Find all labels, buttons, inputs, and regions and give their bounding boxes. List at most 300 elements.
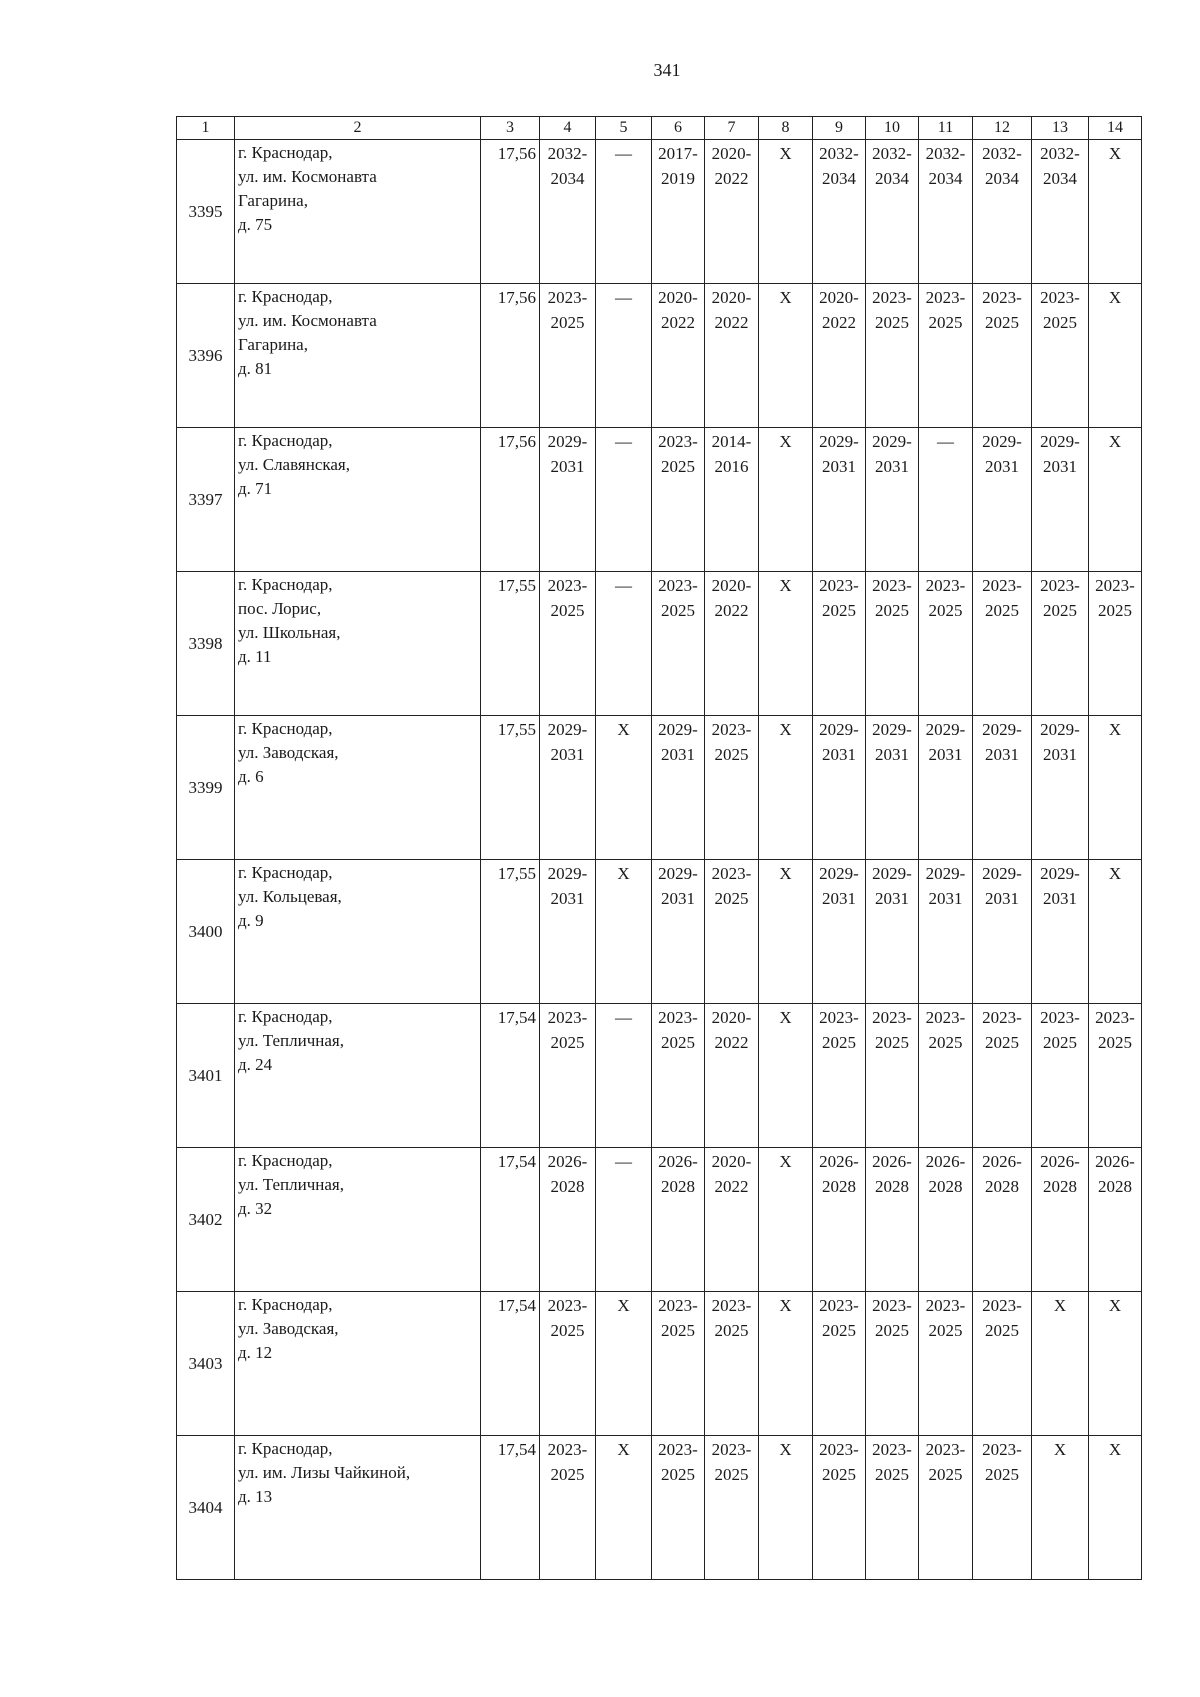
table-row <box>177 1148 1142 1292</box>
period-cell <box>759 1148 813 1292</box>
period-cell <box>866 1148 919 1292</box>
period-line: X <box>1108 864 1122 883</box>
period-line: 2025 <box>661 1321 695 1340</box>
period-cell <box>813 284 866 428</box>
table-row <box>177 140 1142 284</box>
period-line: 2025 <box>550 1033 585 1052</box>
period-cell <box>813 572 866 716</box>
period-line: X <box>779 1440 792 1459</box>
period-line: 2025 <box>985 1033 1019 1052</box>
period-line: 2023- <box>925 576 966 595</box>
address-line: д. 32 <box>238 1199 273 1218</box>
period-line: 2022 <box>822 313 856 332</box>
period-cell <box>596 716 652 860</box>
period-cell <box>1089 1148 1142 1292</box>
period-line: 2029- <box>547 720 588 739</box>
period-line: 2020- <box>711 288 752 307</box>
row-number: 3397 <box>177 428 235 572</box>
period-line: — <box>615 288 632 307</box>
address-line: ул. Тепличная, <box>238 1031 344 1050</box>
period-cell <box>540 572 596 716</box>
period-cell <box>866 428 919 572</box>
period-line: 2026- <box>658 1152 698 1171</box>
period-line: X <box>1108 720 1122 739</box>
period-cell <box>705 1004 759 1148</box>
period-line: 2023- <box>925 1008 966 1027</box>
address-line: ул. им. Лизы Чайкиной, <box>238 1463 411 1482</box>
address-cell <box>235 716 481 860</box>
address-line: д. 75 <box>238 215 273 234</box>
period-line: 2023- <box>547 288 588 307</box>
address-cell <box>235 140 481 284</box>
col-header: 10 <box>866 117 919 140</box>
row-number: 3395 <box>177 140 235 284</box>
period-line: 2023- <box>872 576 912 595</box>
period-cell <box>813 1436 866 1580</box>
period-line: X <box>1053 1440 1067 1459</box>
period-cell <box>759 716 813 860</box>
period-cell <box>540 1436 596 1580</box>
period-line: X <box>1108 288 1122 307</box>
period-line: 2023- <box>872 1440 912 1459</box>
period-cell <box>866 572 919 716</box>
row-number: 3401 <box>177 1004 235 1148</box>
period-cell <box>973 572 1032 716</box>
period-line: 2025 <box>875 1465 909 1484</box>
period-line: 2031 <box>661 889 695 908</box>
row-number: 3399 <box>177 716 235 860</box>
period-line: 2026- <box>1095 1152 1135 1171</box>
period-cell <box>540 428 596 572</box>
period-cell <box>973 428 1032 572</box>
period-cell <box>1032 1292 1089 1436</box>
period-cell <box>705 1436 759 1580</box>
address-cell <box>235 284 481 428</box>
address-cell <box>235 572 481 716</box>
address-cell <box>235 1292 481 1436</box>
period-cell <box>540 1148 596 1292</box>
col-header: 5 <box>596 117 652 140</box>
period-cell <box>596 1292 652 1436</box>
table-row <box>177 284 1142 428</box>
period-line: 2025 <box>714 889 749 908</box>
period-line: — <box>937 432 954 451</box>
period-cell <box>973 860 1032 1004</box>
period-cell <box>652 1436 705 1580</box>
period-line: 2025 <box>661 1033 695 1052</box>
period-line: 2025 <box>1043 313 1077 332</box>
period-line: 2023- <box>547 1440 588 1459</box>
period-line: 2019 <box>661 169 695 188</box>
period-cell <box>652 284 705 428</box>
period-line: 2029- <box>819 720 859 739</box>
period-cell <box>1089 1436 1142 1580</box>
period-cell <box>759 1004 813 1148</box>
period-cell <box>1089 716 1142 860</box>
table-body <box>177 140 1142 1580</box>
period-line: 2029- <box>1040 720 1080 739</box>
address-line: ул. Тепличная, <box>238 1175 344 1194</box>
period-line: 2023- <box>819 1440 859 1459</box>
period-line: 2023- <box>658 1296 698 1315</box>
period-cell <box>1032 428 1089 572</box>
period-cell <box>596 1004 652 1148</box>
col-header: 8 <box>759 117 813 140</box>
address-line: д. 81 <box>238 359 273 378</box>
period-line: X <box>779 1008 792 1027</box>
period-line: 2020- <box>711 144 752 163</box>
period-line: 2025 <box>1098 601 1132 620</box>
address-line: д. 6 <box>238 767 264 786</box>
period-cell <box>759 140 813 284</box>
period-line: 2025 <box>550 601 585 620</box>
period-cell <box>705 140 759 284</box>
address-line: ул. им. Космонавта <box>238 167 377 186</box>
period-cell <box>1032 284 1089 428</box>
address-line: г. Краснодар, <box>238 575 333 594</box>
period-line: 2031 <box>822 889 856 908</box>
period-cell <box>652 1004 705 1148</box>
period-cell <box>652 572 705 716</box>
period-line: 2020- <box>711 576 752 595</box>
period-line: 2034 <box>875 169 909 188</box>
period-line: 2025 <box>714 1465 749 1484</box>
table-row <box>177 428 1142 572</box>
period-line: 2025 <box>928 1033 963 1052</box>
period-line: 2032- <box>872 144 912 163</box>
address-line: г. Краснодар, <box>238 1007 333 1026</box>
period-line: 2026- <box>1040 1152 1080 1171</box>
period-cell <box>705 1292 759 1436</box>
period-cell <box>759 1436 813 1580</box>
period-cell <box>866 1004 919 1148</box>
address-line: г. Краснодар, <box>238 1295 333 1314</box>
period-cell <box>705 284 759 428</box>
period-cell <box>919 1148 973 1292</box>
period-line: 2025 <box>928 601 963 620</box>
address-line: д. 13 <box>238 1487 273 1506</box>
period-line: 2029- <box>982 864 1022 883</box>
address-line: ул. Школьная, <box>238 623 341 642</box>
col-header: 14 <box>1089 117 1142 140</box>
table-row <box>177 860 1142 1004</box>
period-line: 2028 <box>661 1177 695 1196</box>
period-line: X <box>779 1152 792 1171</box>
col-header: 12 <box>973 117 1032 140</box>
period-line: X <box>779 720 792 739</box>
period-line: 2032- <box>925 144 966 163</box>
period-line: X <box>779 576 792 595</box>
period-line: 2032- <box>1040 144 1080 163</box>
period-cell <box>1032 1004 1089 1148</box>
period-line: X <box>617 720 630 739</box>
period-cell <box>973 1004 1032 1148</box>
period-cell <box>1032 860 1089 1004</box>
address-line: г. Краснодар, <box>238 1151 333 1170</box>
period-line: 2032- <box>819 144 859 163</box>
period-line: 2020- <box>711 1008 752 1027</box>
address-line: д. 11 <box>238 647 272 666</box>
coefficient-cell: 17,54 <box>481 1004 540 1148</box>
row-number: 3404 <box>177 1436 235 1580</box>
period-line: 2023- <box>547 1008 588 1027</box>
period-line: 2029- <box>547 432 588 451</box>
period-cell <box>919 1292 973 1436</box>
period-cell <box>1089 1292 1142 1436</box>
period-line: 2034 <box>550 169 585 188</box>
address-line: пос. Лорис, <box>238 599 322 618</box>
period-cell <box>596 1148 652 1292</box>
row-number: 3398 <box>177 572 235 716</box>
period-cell <box>540 140 596 284</box>
period-line: 2031 <box>550 889 585 908</box>
address-line: д. 12 <box>238 1343 273 1362</box>
period-line: 2032- <box>547 144 588 163</box>
row-number: 3403 <box>177 1292 235 1436</box>
period-line: 2031 <box>550 457 585 476</box>
period-line: 2025 <box>822 1321 856 1340</box>
period-cell <box>652 1148 705 1292</box>
period-line: 2022 <box>714 1177 749 1196</box>
address-line: Гагарина, <box>238 191 308 210</box>
period-cell <box>540 1292 596 1436</box>
col-header: 11 <box>919 117 973 140</box>
address-line: ул. Заводская, <box>238 743 339 762</box>
period-cell <box>540 860 596 1004</box>
period-line: X <box>1108 432 1122 451</box>
period-line: 2023- <box>711 720 752 739</box>
period-line: 2025 <box>985 601 1019 620</box>
period-line: 2029- <box>658 720 698 739</box>
period-line: 2028 <box>550 1177 585 1196</box>
table-row <box>177 1436 1142 1580</box>
period-line: 2023- <box>872 1008 912 1027</box>
period-line: 2023- <box>547 1296 588 1315</box>
coefficient-cell: 17,56 <box>481 428 540 572</box>
period-line: 2020- <box>658 288 698 307</box>
address-line: г. Краснодар, <box>238 287 333 306</box>
period-line: X <box>779 1296 792 1315</box>
period-line: 2025 <box>1043 601 1077 620</box>
period-line: — <box>615 576 632 595</box>
period-cell <box>813 1148 866 1292</box>
period-line: 2025 <box>822 1033 856 1052</box>
period-line: — <box>615 144 632 163</box>
period-cell <box>705 716 759 860</box>
period-line: 2023- <box>1040 1008 1080 1027</box>
period-line: X <box>617 1440 630 1459</box>
period-cell <box>596 572 652 716</box>
period-cell <box>759 572 813 716</box>
address-line: Гагарина, <box>238 335 308 354</box>
period-line: 2025 <box>875 601 909 620</box>
period-cell <box>705 860 759 1004</box>
period-line: 2023- <box>819 1008 859 1027</box>
period-line: 2029- <box>658 864 698 883</box>
address-line: г. Краснодар, <box>238 1439 333 1458</box>
period-line: 2026- <box>925 1152 966 1171</box>
period-line: 2029- <box>547 864 588 883</box>
address-cell <box>235 860 481 1004</box>
period-line: 2029- <box>925 720 966 739</box>
period-line: 2031 <box>985 889 1019 908</box>
period-line: 2023- <box>819 1296 859 1315</box>
period-line: 2020- <box>711 1152 752 1171</box>
period-line: 2028 <box>1098 1177 1132 1196</box>
period-cell <box>705 1148 759 1292</box>
period-line: 2026- <box>982 1152 1022 1171</box>
period-cell <box>540 284 596 428</box>
period-cell <box>759 1292 813 1436</box>
period-line: 2025 <box>928 313 963 332</box>
period-line: 2025 <box>714 745 749 764</box>
address-cell <box>235 428 481 572</box>
period-line: 2025 <box>822 601 856 620</box>
period-line: 2031 <box>661 745 695 764</box>
period-line: 2023- <box>658 432 698 451</box>
period-cell <box>866 1436 919 1580</box>
row-number: 3402 <box>177 1148 235 1292</box>
period-cell <box>540 1004 596 1148</box>
period-line: 2026- <box>819 1152 859 1171</box>
period-cell <box>1032 1148 1089 1292</box>
period-line: 2031 <box>875 745 909 764</box>
table-row <box>177 1004 1142 1148</box>
period-line: 2023- <box>872 288 912 307</box>
period-line: 2016 <box>714 457 749 476</box>
period-line: 2023- <box>711 1296 752 1315</box>
period-line: 2023- <box>982 288 1022 307</box>
period-cell <box>705 572 759 716</box>
period-line: 2023- <box>819 576 859 595</box>
period-line: 2025 <box>985 1321 1019 1340</box>
address-line: ул. Кольцевая, <box>238 887 342 906</box>
period-line: X <box>1108 144 1122 163</box>
period-line: X <box>1053 1296 1067 1315</box>
period-line: 2026- <box>547 1152 588 1171</box>
period-line: 2026- <box>872 1152 912 1171</box>
address-line: г. Краснодар, <box>238 719 333 738</box>
col-header: 2 <box>235 117 481 140</box>
period-line: 2023- <box>711 864 752 883</box>
address-line: ул. Славянская, <box>238 455 350 474</box>
period-line: 2031 <box>1043 745 1077 764</box>
period-line: — <box>615 1008 632 1027</box>
period-line: 2025 <box>661 1465 695 1484</box>
period-line: 2023- <box>1095 576 1135 595</box>
period-line: 2025 <box>822 1465 856 1484</box>
table-header <box>177 117 1142 140</box>
period-line: 2031 <box>928 889 963 908</box>
period-cell <box>813 860 866 1004</box>
period-line: 2023- <box>1040 288 1080 307</box>
period-line: 2025 <box>661 457 695 476</box>
period-cell <box>1032 716 1089 860</box>
period-line: 2022 <box>661 313 695 332</box>
period-line: 2023- <box>982 1008 1022 1027</box>
coefficient-cell: 17,56 <box>481 284 540 428</box>
period-cell <box>1089 284 1142 428</box>
period-cell <box>652 860 705 1004</box>
coefficient-cell: 17,55 <box>481 572 540 716</box>
period-line: 2031 <box>985 745 1019 764</box>
period-cell <box>813 428 866 572</box>
period-line: X <box>617 864 630 883</box>
period-line: 2023- <box>982 1296 1022 1315</box>
period-line: 2029- <box>872 720 912 739</box>
period-line: X <box>617 1296 630 1315</box>
period-line: 2025 <box>714 1321 749 1340</box>
address-line: г. Краснодар, <box>238 143 333 162</box>
period-line: 2028 <box>822 1177 856 1196</box>
address-cell <box>235 1436 481 1580</box>
period-cell <box>1089 140 1142 284</box>
period-line: 2025 <box>928 1321 963 1340</box>
period-cell <box>652 428 705 572</box>
table-row <box>177 1292 1142 1436</box>
period-line: 2023- <box>711 1440 752 1459</box>
coefficient-cell: 17,56 <box>481 140 540 284</box>
row-number: 3400 <box>177 860 235 1004</box>
period-line: 2025 <box>985 313 1019 332</box>
period-cell <box>596 860 652 1004</box>
period-cell <box>1089 572 1142 716</box>
period-line: 2029- <box>872 432 912 451</box>
period-line: X <box>1108 1440 1122 1459</box>
period-line: X <box>779 864 792 883</box>
period-line: X <box>779 144 792 163</box>
period-cell <box>813 1004 866 1148</box>
period-line: 2023- <box>658 576 698 595</box>
period-line: 2029- <box>1040 432 1080 451</box>
period-cell <box>919 1004 973 1148</box>
period-line: 2023- <box>658 1008 698 1027</box>
period-line: 2025 <box>550 1321 585 1340</box>
period-line: 2023- <box>982 1440 1022 1459</box>
address-line: г. Краснодар, <box>238 431 333 450</box>
period-line: 2025 <box>550 313 585 332</box>
period-cell <box>540 716 596 860</box>
col-header: 6 <box>652 117 705 140</box>
address-cell <box>235 1148 481 1292</box>
period-line: 2023- <box>982 576 1022 595</box>
address-line: д. 24 <box>238 1055 273 1074</box>
period-line: 2029- <box>925 864 966 883</box>
period-cell <box>866 860 919 1004</box>
period-line: 2014- <box>711 432 752 451</box>
period-cell <box>973 1292 1032 1436</box>
period-cell <box>1089 428 1142 572</box>
coefficient-cell: 17,54 <box>481 1292 540 1436</box>
period-cell <box>596 140 652 284</box>
period-cell <box>1032 1436 1089 1580</box>
period-line: 2034 <box>822 169 856 188</box>
coefficient-cell: 17,54 <box>481 1148 540 1292</box>
col-header: 4 <box>540 117 596 140</box>
period-cell <box>813 716 866 860</box>
address-line: г. Краснодар, <box>238 863 333 882</box>
col-header: 1 <box>177 117 235 140</box>
period-line: 2023- <box>925 288 966 307</box>
period-cell <box>813 1292 866 1436</box>
period-cell <box>973 284 1032 428</box>
period-line: 2025 <box>661 601 695 620</box>
period-line: X <box>779 432 792 451</box>
period-line: 2031 <box>1043 889 1077 908</box>
address-line: ул. Заводская, <box>238 1319 339 1338</box>
period-line: 2025 <box>550 1465 585 1484</box>
period-cell <box>596 1436 652 1580</box>
